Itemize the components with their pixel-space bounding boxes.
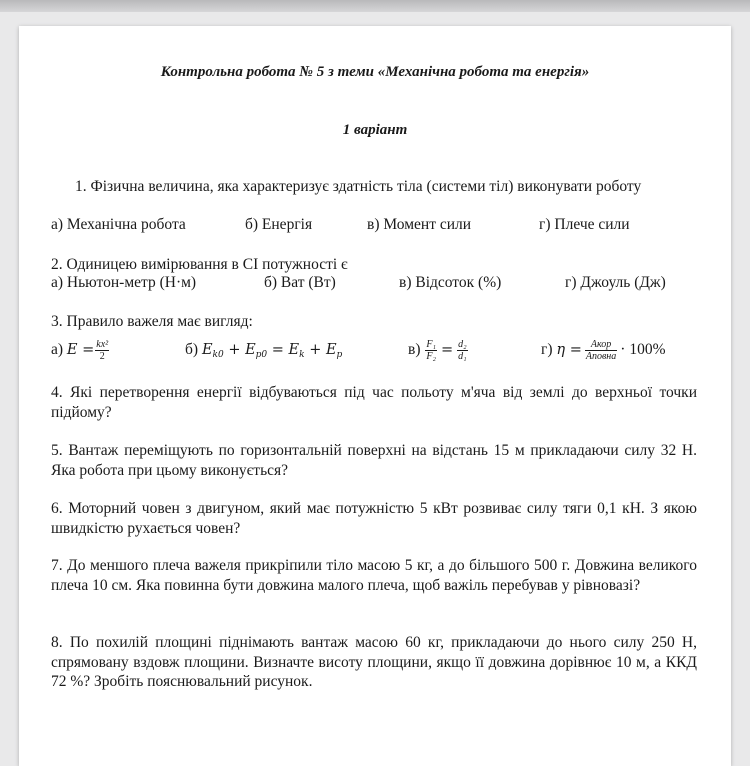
question-3-option-g (541, 333, 665, 367)
question-3-text: 3. Правило важеля має вигляд: (51, 313, 253, 330)
option-b-symbol: E (201, 342, 213, 358)
question-5-text: 5. Вантаж переміщують по горизонтальній поверхні на відстань 15 м прикладаючи силу 32 Н. Яка робота при цьому виконується? (51, 442, 697, 479)
question-1-option-b: б) Енергія (245, 216, 313, 233)
option-g-numerator: Aкор (585, 339, 617, 351)
question-1-option-g: г) Плече сили (539, 216, 630, 233)
option-v-denominator-2: d₁ (458, 350, 467, 362)
option-v-equals: = (440, 342, 454, 358)
option-v-label: в) (408, 341, 421, 358)
option-g-lhs: η = (556, 342, 582, 358)
question-2-text: 2. Одиницею вимірювання в СІ потужності є (51, 256, 348, 273)
document-title: Контрольна робота № 5 з теми «Механічна робота та енергія» (160, 64, 590, 80)
question-1-text: 1. Фізична величина, яка характеризує здатність тіла (системи тіл) виконувати роботу (75, 178, 642, 195)
question-1-option-a: а) Механічна робота (51, 216, 186, 233)
option-a-lhs: E = (66, 342, 95, 358)
question-3-option-a (51, 333, 110, 367)
option-a-denominator: 2 (99, 350, 105, 362)
question-3-option-b (185, 333, 342, 367)
option-g-fraction (585, 339, 617, 362)
document-page (19, 26, 731, 766)
question-2-option-g: г) Джоуль (Дж) (565, 274, 666, 291)
viewer-top-bar (0, 0, 750, 12)
question-3-option-v (408, 333, 469, 367)
option-g-rhs: · 100% (620, 341, 666, 358)
question-2-option-a: а) Ньютон-метр (Н·м) (51, 274, 197, 291)
question-2-option-b: б) Ват (Вт) (264, 274, 336, 291)
option-b-label: б) (185, 341, 199, 358)
option-v-numerator-1: F₁ (426, 338, 436, 350)
option-a-fraction (95, 339, 109, 362)
question-1-option-v: в) Момент сили (367, 216, 472, 233)
option-v-numerator-2: d₂ (458, 338, 467, 350)
option-b-formula: $E_{k0} + E_{p0} = E_k + E_p$ (201, 342, 343, 360)
option-v-fraction-1 (425, 339, 437, 362)
option-g-label: г) (541, 341, 553, 358)
question-2-option-v: в) Відсоток (%) (399, 274, 502, 291)
option-g-denominator: Aповна (585, 350, 617, 362)
variant-heading: 1 варіант (342, 122, 408, 138)
question-6-text: 6. Моторний човен з двигуном, який має потужністю 5 кВт розвиває силу тяги 0,1 кН. З якою швидкістю рухається човен? (51, 500, 697, 537)
question-8-text: 8. По похилій площині піднімають вантаж масою 60 кг, прикладаючи до нього силу 250 Н, спрямовану вздовж площини. Визначте висоту площини, якщо її довжина дорівнює 10 м, а ККД 72 %? Зробіть пояснювальний рисунок. (51, 634, 697, 690)
option-a-numerator: kx² (96, 338, 109, 350)
option-a-label: а) (51, 341, 64, 358)
question-4-text: 4. Які перетворення енергії відбуваються під час польоту м'яча від землі до верхньої точки підйому? (51, 384, 697, 421)
option-v-fraction-2 (457, 339, 467, 362)
question-7-text: 7. До меншого плеча важеля прикріпили тіло масою 5 кг, а до більшого 500 г. Довжина великого плеча 10 см. Яка повинна бути довжина малого плеча, щоб важіль перебував у рівновазі? (51, 557, 697, 594)
option-v-denominator-1: F₂ (426, 350, 436, 362)
